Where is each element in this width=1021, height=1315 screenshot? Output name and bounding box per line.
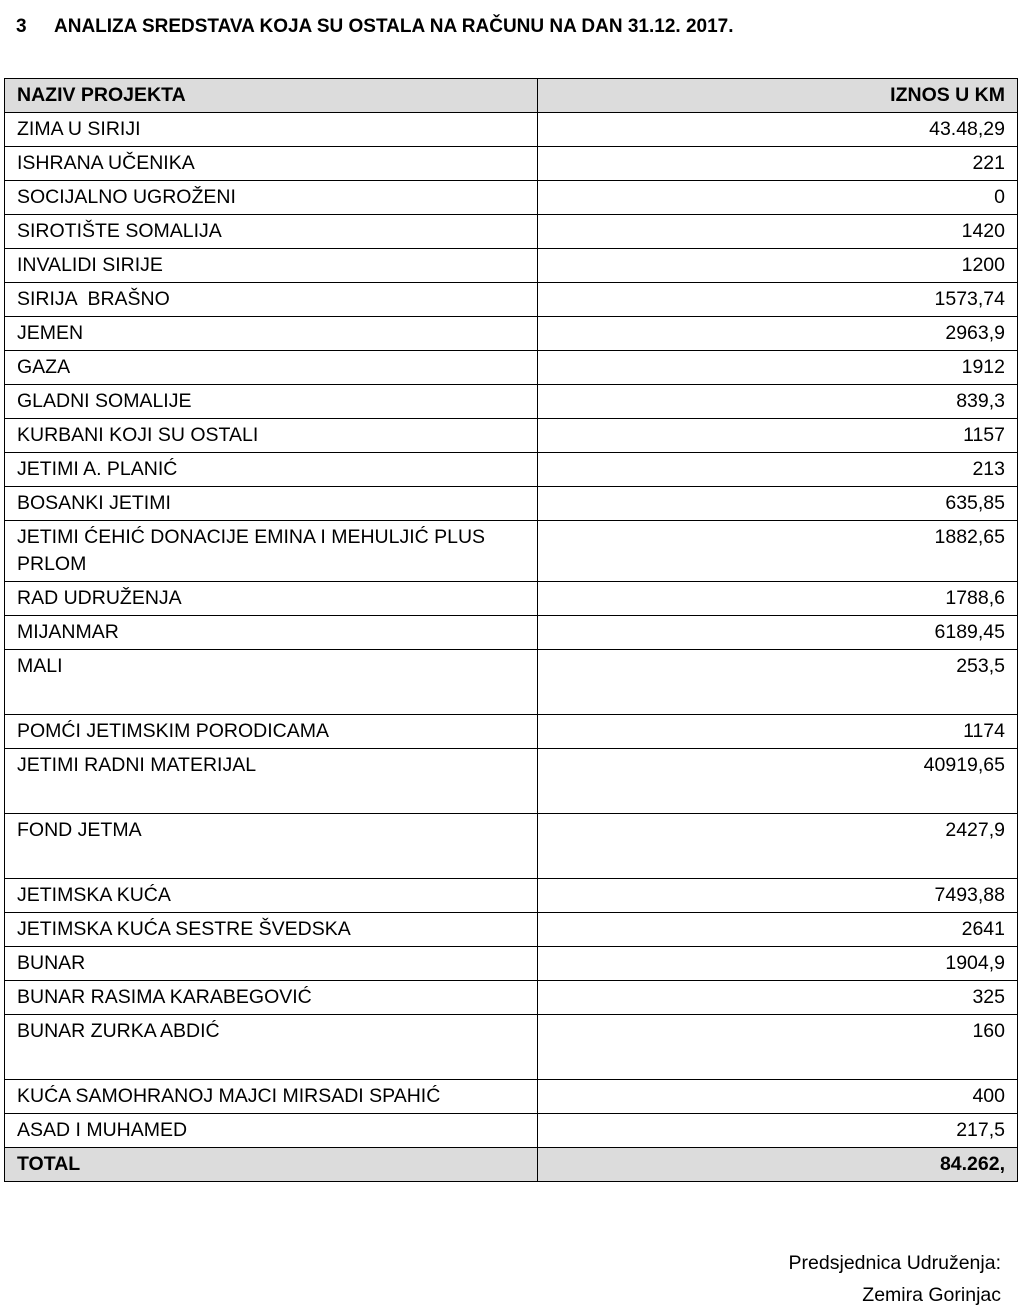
project-name: POMĆI JETIMSKIM PORODICAMA [5, 715, 538, 749]
project-amount: 1200 [538, 249, 1018, 283]
table-row [5, 215, 1018, 249]
table-row [5, 879, 1018, 913]
table-row [5, 582, 1018, 616]
project-name: BUNAR [5, 947, 538, 981]
project-name: ISHRANA UČENIKA [5, 147, 538, 181]
project-amount: 2963,9 [538, 317, 1018, 351]
section-heading [16, 16, 734, 38]
project-amount: 2427,9 [538, 814, 1018, 879]
project-name: JETIMSKA KUĆA SESTRE ŠVEDSKA [5, 913, 538, 947]
project-amount: 400 [538, 1080, 1018, 1114]
project-amount: 325 [538, 981, 1018, 1015]
project-amount: 217,5 [538, 1114, 1018, 1148]
table-row [5, 913, 1018, 947]
project-name: MIJANMAR [5, 616, 538, 650]
table-row [5, 1080, 1018, 1114]
table-row [5, 947, 1018, 981]
table-row [5, 521, 1018, 582]
project-name: SOCIJALNO UGROŽENI [5, 181, 538, 215]
project-name: GAZA [5, 351, 538, 385]
project-amount: 43.48,29 [538, 113, 1018, 147]
total-amount: 84.262, [538, 1148, 1018, 1182]
project-amount: 2641 [538, 913, 1018, 947]
table-row [5, 1114, 1018, 1148]
project-name: JETIMI ĆEHIĆ DONACIJE EMINA I MEHULJIĆ PLUS PRLOM [5, 521, 538, 582]
project-amount: 1157 [538, 419, 1018, 453]
signature-block [789, 1247, 1001, 1311]
table-row [5, 616, 1018, 650]
table-row [5, 453, 1018, 487]
signature-role: Predsjednica Udruženja: [788, 1252, 1001, 1274]
project-name: INVALIDI SIRIJE [5, 249, 538, 283]
project-name: MALI [5, 650, 538, 715]
project-amount: 839,3 [538, 385, 1018, 419]
table-row [5, 147, 1018, 181]
project-amount: 1573,74 [538, 283, 1018, 317]
project-amount: 1882,65 [538, 521, 1018, 582]
column-header-amount: IZNOS U KM [538, 79, 1018, 113]
project-amount: 40919,65 [538, 749, 1018, 814]
table-header-row [5, 79, 1018, 113]
table-row [5, 487, 1018, 521]
project-name: BUNAR RASIMA KARABEGOVIĆ [5, 981, 538, 1015]
project-amount: 160 [538, 1015, 1018, 1080]
table-row [5, 650, 1018, 715]
project-name: BOSANKI JETIMI [5, 487, 538, 521]
table-row [5, 981, 1018, 1015]
project-amount: 221 [538, 147, 1018, 181]
project-amount: 7493,88 [538, 879, 1018, 913]
project-name: KUĆA SAMOHRANOJ MAJCI MIRSADI SPAHIĆ [5, 1080, 538, 1114]
table-row [5, 1015, 1018, 1080]
project-name: JETIMSKA KUĆA [5, 879, 538, 913]
project-name: KURBANI KOJI SU OSTALI [5, 419, 538, 453]
table-row [5, 715, 1018, 749]
project-amount: 1420 [538, 215, 1018, 249]
project-amount: 1788,6 [538, 582, 1018, 616]
project-amount: 0 [538, 181, 1018, 215]
project-name: ZIMA U SIRIJI [5, 113, 538, 147]
table-row [5, 419, 1018, 453]
total-row [5, 1148, 1018, 1182]
project-name: SIROTIŠTE SOMALIJA [5, 215, 538, 249]
table-row [5, 317, 1018, 351]
projects-table [4, 78, 1018, 1182]
project-amount: 1904,9 [538, 947, 1018, 981]
table-row [5, 814, 1018, 879]
table-row [5, 283, 1018, 317]
project-name: BUNAR ZURKA ABDIĆ [5, 1015, 538, 1080]
project-name: FOND JETMA [5, 814, 538, 879]
project-name: ASAD I MUHAMED [5, 1114, 538, 1148]
project-amount: 1912 [538, 351, 1018, 385]
project-name: JETIMI A. PLANIĆ [5, 453, 538, 487]
column-header-name: NAZIV PROJEKTA [5, 79, 538, 113]
table-row [5, 113, 1018, 147]
project-name: GLADNI SOMALIJE [5, 385, 538, 419]
project-name: JEMEN [5, 317, 538, 351]
total-label: TOTAL [5, 1148, 538, 1182]
section-number: 3 [16, 16, 27, 37]
project-amount: 253,5 [538, 650, 1018, 715]
table-row [5, 351, 1018, 385]
signature-name: Zemira Gorinjac [862, 1284, 1001, 1306]
project-amount: 6189,45 [538, 616, 1018, 650]
project-amount: 213 [538, 453, 1018, 487]
project-name: JETIMI RADNI MATERIJAL [5, 749, 538, 814]
section-title: ANALIZA SREDSTAVA KOJA SU OSTALA NA RAČUNU NA DAN 31.12. 2017. [54, 16, 734, 37]
project-name: SIRIJA BRAŠNO [5, 283, 538, 317]
table-row [5, 385, 1018, 419]
project-amount: 635,85 [538, 487, 1018, 521]
table-row [5, 181, 1018, 215]
project-amount: 1174 [538, 715, 1018, 749]
project-name: RAD UDRUŽENJA [5, 582, 538, 616]
table-row [5, 749, 1018, 814]
table-row [5, 249, 1018, 283]
